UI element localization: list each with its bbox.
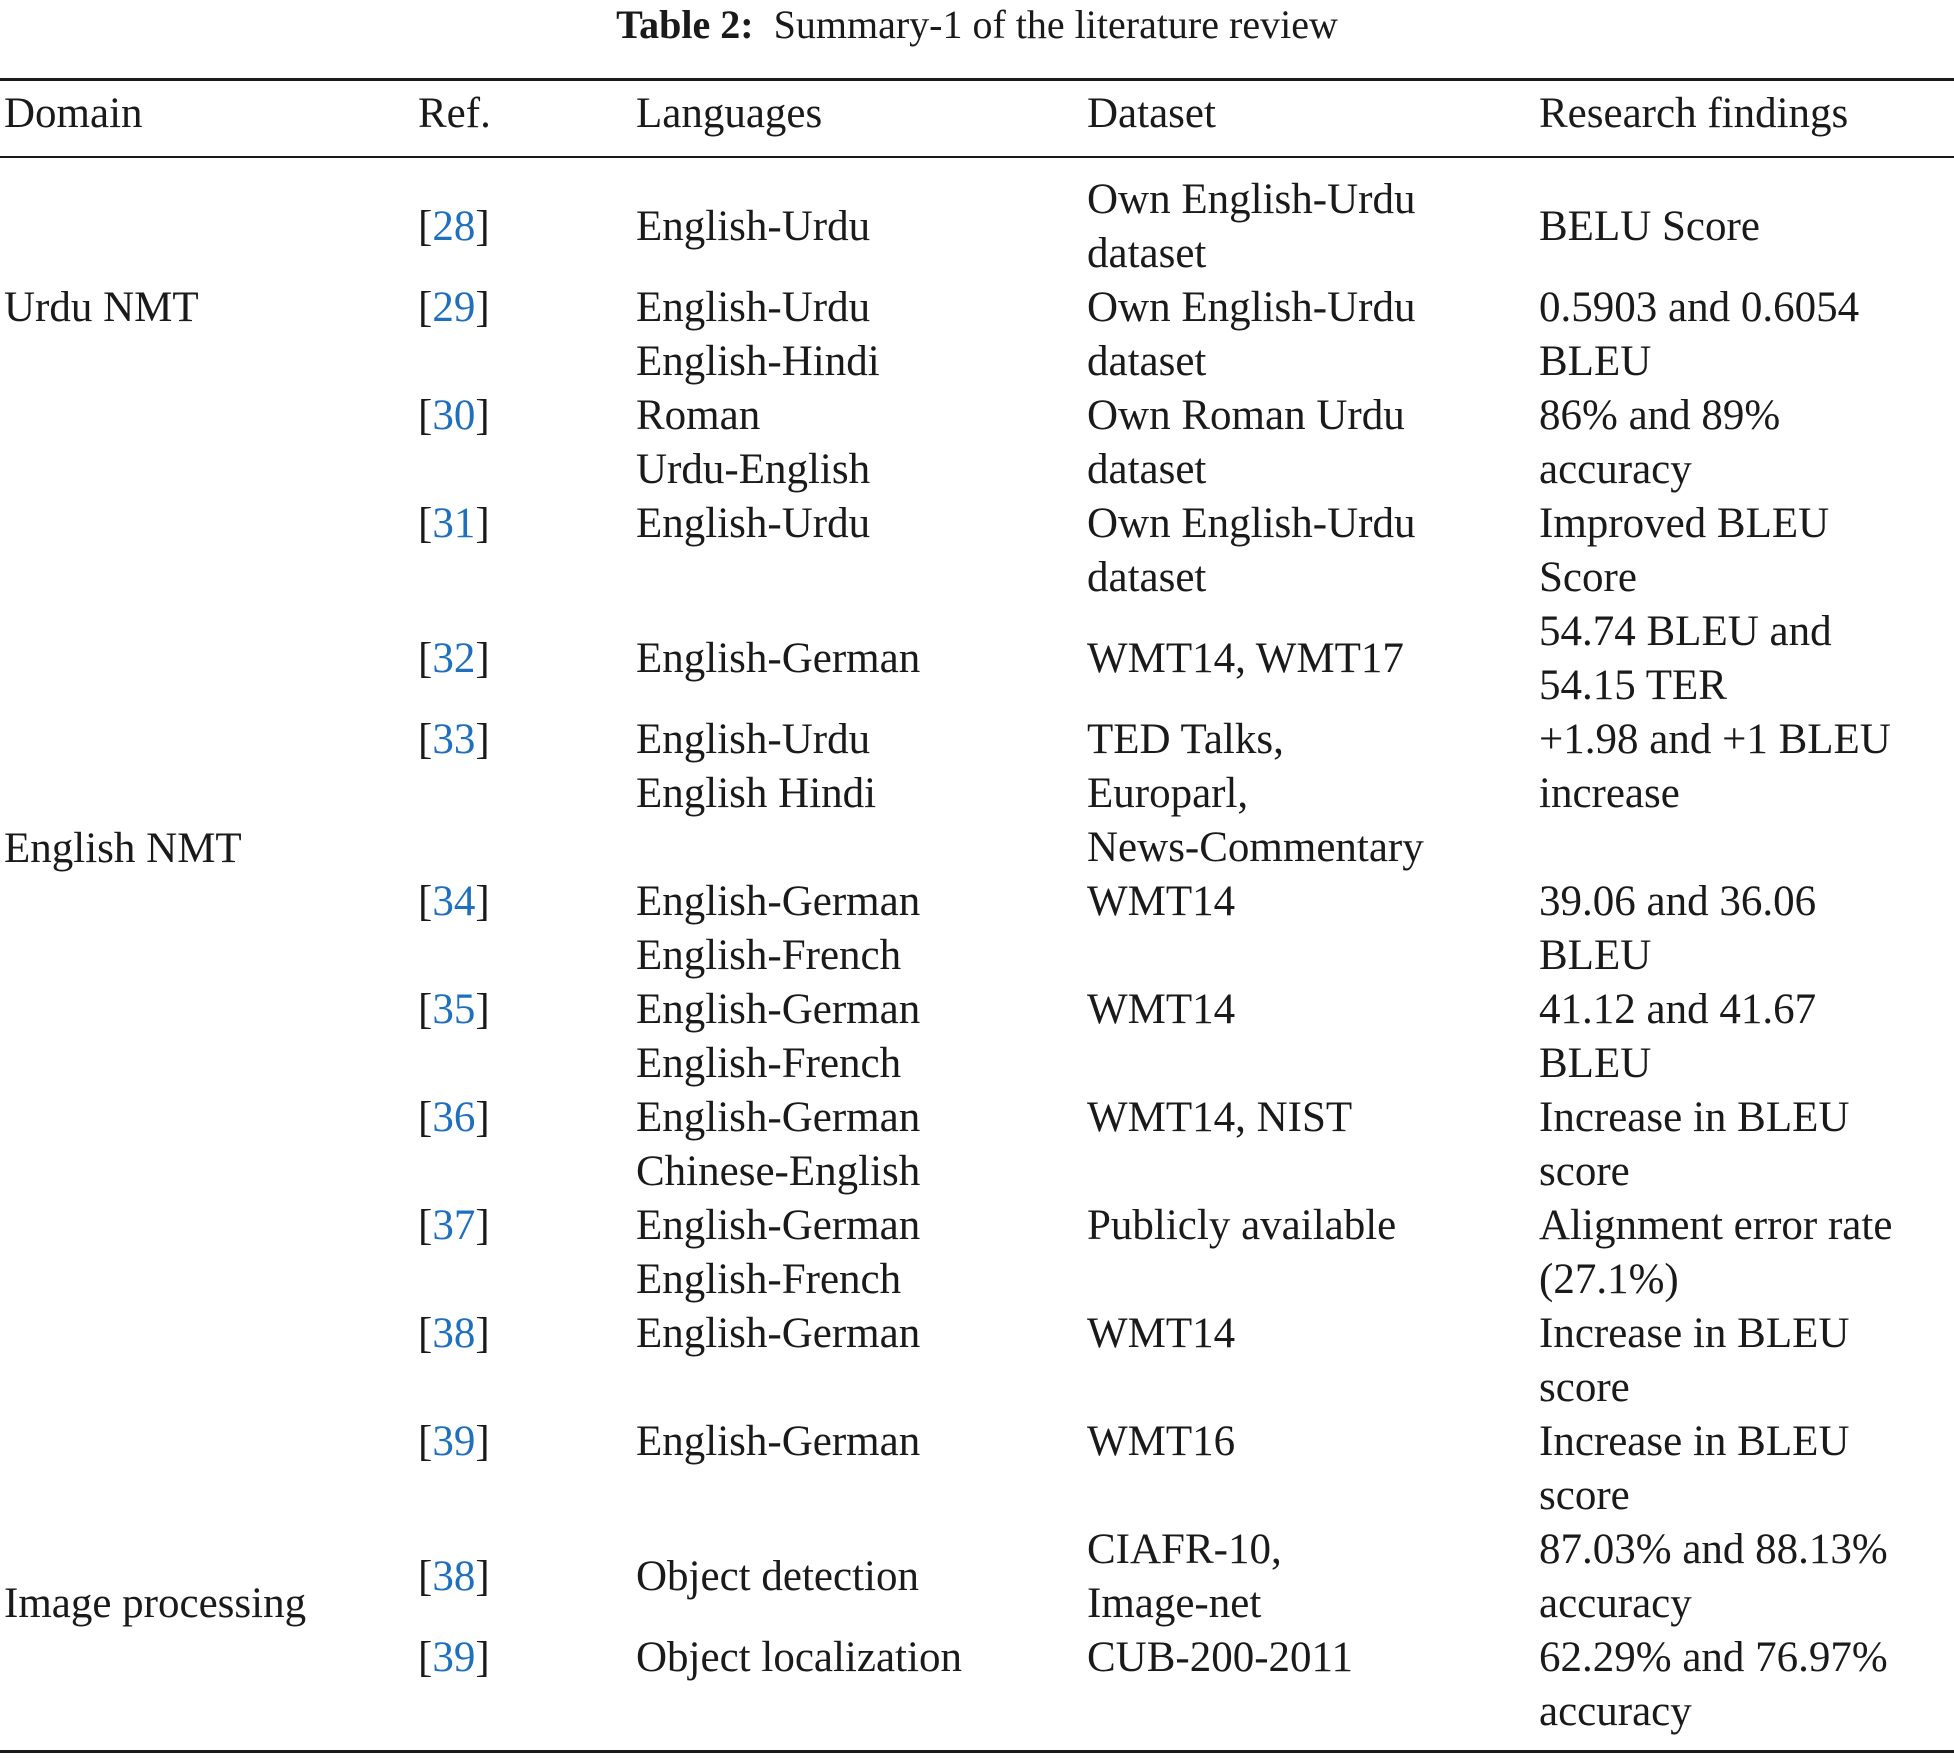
domain-english-nmt: English NMT — [4, 825, 242, 872]
ref-cell: [35] — [418, 986, 490, 1033]
table-caption — [0, 0, 1954, 50]
citation-link[interactable]: 33 — [432, 716, 476, 763]
ref-cell: [29] — [418, 284, 490, 331]
findings-cell: Improved BLEU Score — [1539, 500, 1830, 601]
dataset-cell: WMT14, NIST — [1087, 1094, 1353, 1141]
findings-cell: Increase in BLEU score — [1539, 1310, 1850, 1411]
citation-link[interactable]: 31 — [432, 500, 476, 547]
languages-cell: English-German — [636, 1418, 921, 1465]
ref-cell: [32] — [418, 635, 490, 682]
languages-cell: English-Urdu — [636, 203, 871, 250]
dataset-cell: Own English-Urdu dataset — [1087, 176, 1416, 277]
findings-cell: Increase in BLEU score — [1539, 1418, 1850, 1519]
ref-cell: [38] — [418, 1310, 490, 1357]
header-rule — [0, 156, 1954, 158]
dataset-cell: CUB-200-2011 — [1087, 1634, 1353, 1681]
dataset-cell: WMT14 — [1087, 878, 1236, 925]
languages-cell: English-Urdu English-Hindi — [636, 284, 880, 385]
citation-link[interactable]: 32 — [432, 635, 476, 682]
findings-cell: Alignment error rate (27.1%) — [1539, 1202, 1893, 1303]
ref-cell: [28] — [418, 203, 490, 250]
bottom-rule — [0, 1750, 1954, 1753]
citation-link[interactable]: 34 — [432, 878, 476, 925]
ref-cell: [39] — [418, 1634, 490, 1681]
findings-cell: 87.03% and 88.13% accuracy — [1539, 1526, 1888, 1627]
ref-cell: [39] — [418, 1418, 490, 1465]
languages-cell: English-Urdu — [636, 500, 871, 547]
languages-cell: English-Urdu English Hindi — [636, 716, 877, 817]
header-ref: Ref. — [418, 90, 491, 137]
domain-image-processing: Image processing — [4, 1580, 307, 1627]
languages-cell: English-German English-French — [636, 878, 921, 979]
dataset-cell: Publicly available — [1087, 1202, 1397, 1249]
citation-link[interactable]: 35 — [432, 986, 476, 1033]
findings-cell: 0.5903 and 0.6054 BLEU — [1539, 284, 1860, 385]
findings-cell: +1.98 and +1 BLEU increase — [1539, 716, 1891, 817]
citation-link[interactable]: 38 — [432, 1310, 476, 1357]
citation-link[interactable]: 29 — [432, 284, 476, 331]
table-caption-label: Table 2: — [616, 2, 754, 47]
ref-cell: [31] — [418, 500, 490, 547]
languages-cell: Roman Urdu-English — [636, 392, 871, 493]
dataset-cell: WMT16 — [1087, 1418, 1236, 1465]
dataset-cell: CIAFR-10, Image-net — [1087, 1526, 1282, 1627]
languages-cell: English-German — [636, 635, 921, 682]
languages-cell: English-German English-French — [636, 1202, 921, 1303]
findings-cell: 41.12 and 41.67 BLEU — [1539, 986, 1817, 1087]
ref-cell: [36] — [418, 1094, 490, 1141]
citation-link[interactable]: 39 — [432, 1418, 476, 1465]
citation-link[interactable]: 30 — [432, 392, 476, 439]
languages-cell: English-German English-French — [636, 986, 921, 1087]
citation-link[interactable]: 37 — [432, 1202, 476, 1249]
languages-cell: Object detection — [636, 1553, 919, 1600]
ref-cell: [38] — [418, 1553, 490, 1600]
findings-cell: 39.06 and 36.06 BLEU — [1539, 878, 1817, 979]
dataset-cell: WMT14, WMT17 — [1087, 635, 1404, 682]
languages-cell: English-German — [636, 1310, 921, 1357]
ref-cell: [34] — [418, 878, 490, 925]
header-dataset: Dataset — [1087, 90, 1216, 137]
ref-cell: [33] — [418, 716, 490, 763]
header-languages: Languages — [636, 90, 823, 137]
domain-urdu-nmt: Urdu NMT — [4, 284, 199, 331]
table-caption-text: Summary-1 of the literature review — [773, 2, 1338, 47]
findings-cell: 62.29% and 76.97% accuracy — [1539, 1634, 1888, 1735]
dataset-cell: Own Roman Urdu dataset — [1087, 392, 1405, 493]
dataset-cell: WMT14 — [1087, 986, 1236, 1033]
header-domain: Domain — [4, 90, 143, 137]
citation-link[interactable]: 38 — [432, 1553, 476, 1600]
citation-link[interactable]: 39 — [432, 1634, 476, 1681]
findings-cell: BELU Score — [1539, 203, 1760, 250]
findings-cell: Increase in BLEU score — [1539, 1094, 1850, 1195]
dataset-cell: Own English-Urdu dataset — [1087, 284, 1416, 385]
header-findings: Research findings — [1539, 90, 1849, 137]
citation-link[interactable]: 36 — [432, 1094, 476, 1141]
ref-cell: [37] — [418, 1202, 490, 1249]
findings-cell: 86% and 89% accuracy — [1539, 392, 1781, 493]
ref-cell: [30] — [418, 392, 490, 439]
citation-link[interactable]: 28 — [432, 203, 476, 250]
top-rule — [0, 78, 1954, 81]
dataset-cell: TED Talks, Europarl, News-Commentary — [1087, 716, 1424, 871]
languages-cell: English-German Chinese-English — [636, 1094, 921, 1195]
dataset-cell: WMT14 — [1087, 1310, 1236, 1357]
dataset-cell: Own English-Urdu dataset — [1087, 500, 1416, 601]
languages-cell: Object localization — [636, 1634, 962, 1681]
findings-cell: 54.74 BLEU and 54.15 TER — [1539, 608, 1832, 709]
